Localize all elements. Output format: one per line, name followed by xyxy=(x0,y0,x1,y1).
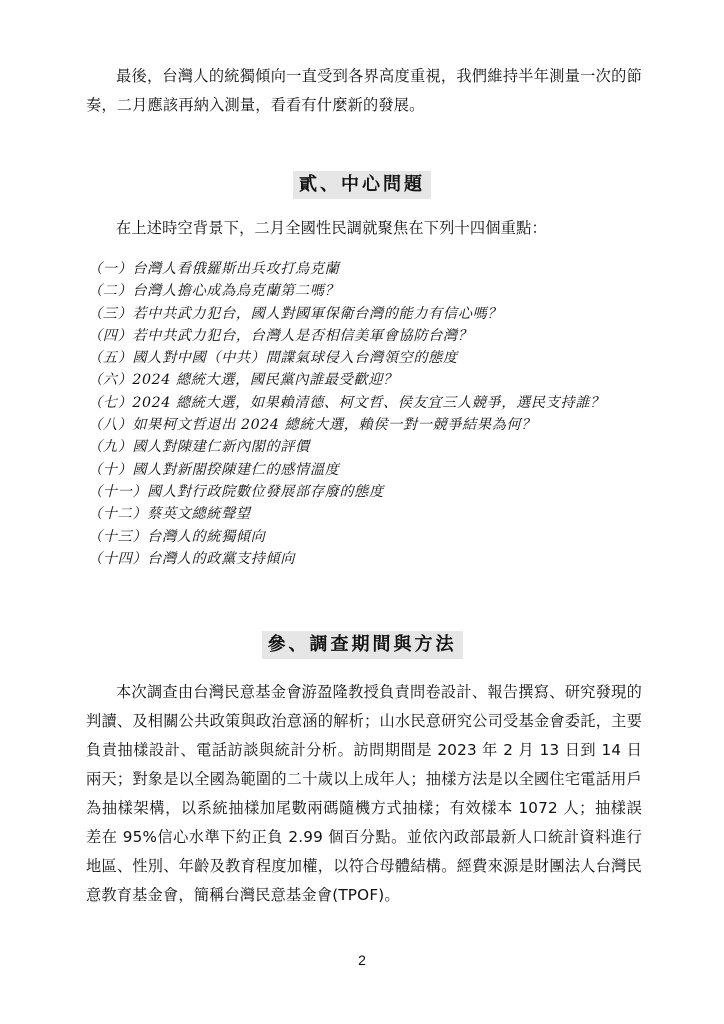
section-3-body: 本次調查由台灣民意基金會游盈隆教授負責問卷設計、報告撰寫、研究發現的判讀、及相關公共政策與政治意涵的解析；山水民意研究公司受基金會委託，主要負責抽樣設計、電話訪談與統計分析。訪問期間是 2023 年 2 月 13 日到 14 日兩天；對象是以全國為範圍的二十歲以上成年人；抽樣方法是以全國住宅電話用戶為抽樣架構，以系統抽樣加尾數兩碼隨機方式抽樣；有效樣本 1072 人；抽樣誤差在 95%信心水準下約正負 2.99 個百分點。並依內政部最新人口統計資料進行地區、性別、年齡及教育程度加權，以符合母體結構。經費來源是財團法人台灣民意教育基金會，簡稱台灣民意基金會(TPOF)。 xyxy=(86,683,642,904)
topic-item: （二）台灣人擔心成為烏克蘭第二嗎？ xyxy=(88,283,340,300)
section-2-heading-row xyxy=(0,171,724,199)
topic-item: （一）台灣人看俄羅斯出兵攻打烏克蘭 xyxy=(88,261,340,277)
section-2-heading: 貳、中心問題 xyxy=(293,171,431,199)
topic-item: （十）國人對新閣揆陳建仁的感情溫度 xyxy=(88,461,340,478)
topic-item: （四）若中共武力犯台，台灣人是否相信美軍會協防台灣？ xyxy=(88,327,473,344)
intro-paragraph: 最後，台灣人的統獨傾向一直受到各界高度重視，我們維持半年測量一次的節奏，二月應該再納入測量，看看有什麼新的發展。 xyxy=(86,67,642,114)
topic-item: （五）國人對中國（中共）間諜氣球侵入台灣領空的態度 xyxy=(88,350,458,367)
topic-item: （三）若中共武力犯台，國人對國軍保衛台灣的能力有信心嗎？ xyxy=(88,305,503,322)
topic-list xyxy=(88,258,605,570)
topic-item: （十一）國人對行政院數位發展部存廢的態度 xyxy=(88,483,384,500)
topic-item: （八）如果柯文哲退出 2024 總統大選，賴侯一對一競爭結果為何？ xyxy=(88,417,536,434)
topic-item: （十二）蔡英文總統聲望 xyxy=(88,506,251,523)
topic-item: （十三）台灣人的統獨傾向 xyxy=(88,528,266,545)
topic-item: （九）國人對陳建仁新內閣的評價 xyxy=(88,439,310,456)
topic-item: （六）2024 總統大選，國民黨內誰最受歡迎？ xyxy=(88,372,398,389)
section-3-heading-row xyxy=(0,631,724,659)
section-3-heading: 參、調查期間與方法 xyxy=(262,631,463,659)
topic-item: （十四）台灣人的政黨支持傾向 xyxy=(88,550,296,567)
section-2-lead: 在上述時空背景下，二月全國性民調就聚焦在下列十四個重點： xyxy=(116,219,547,237)
page-number: 2 xyxy=(358,952,366,968)
topic-item: （七）2024 總統大選，如果賴清德、柯文哲、侯友宜三人競爭，選民支持誰？ xyxy=(88,394,605,411)
